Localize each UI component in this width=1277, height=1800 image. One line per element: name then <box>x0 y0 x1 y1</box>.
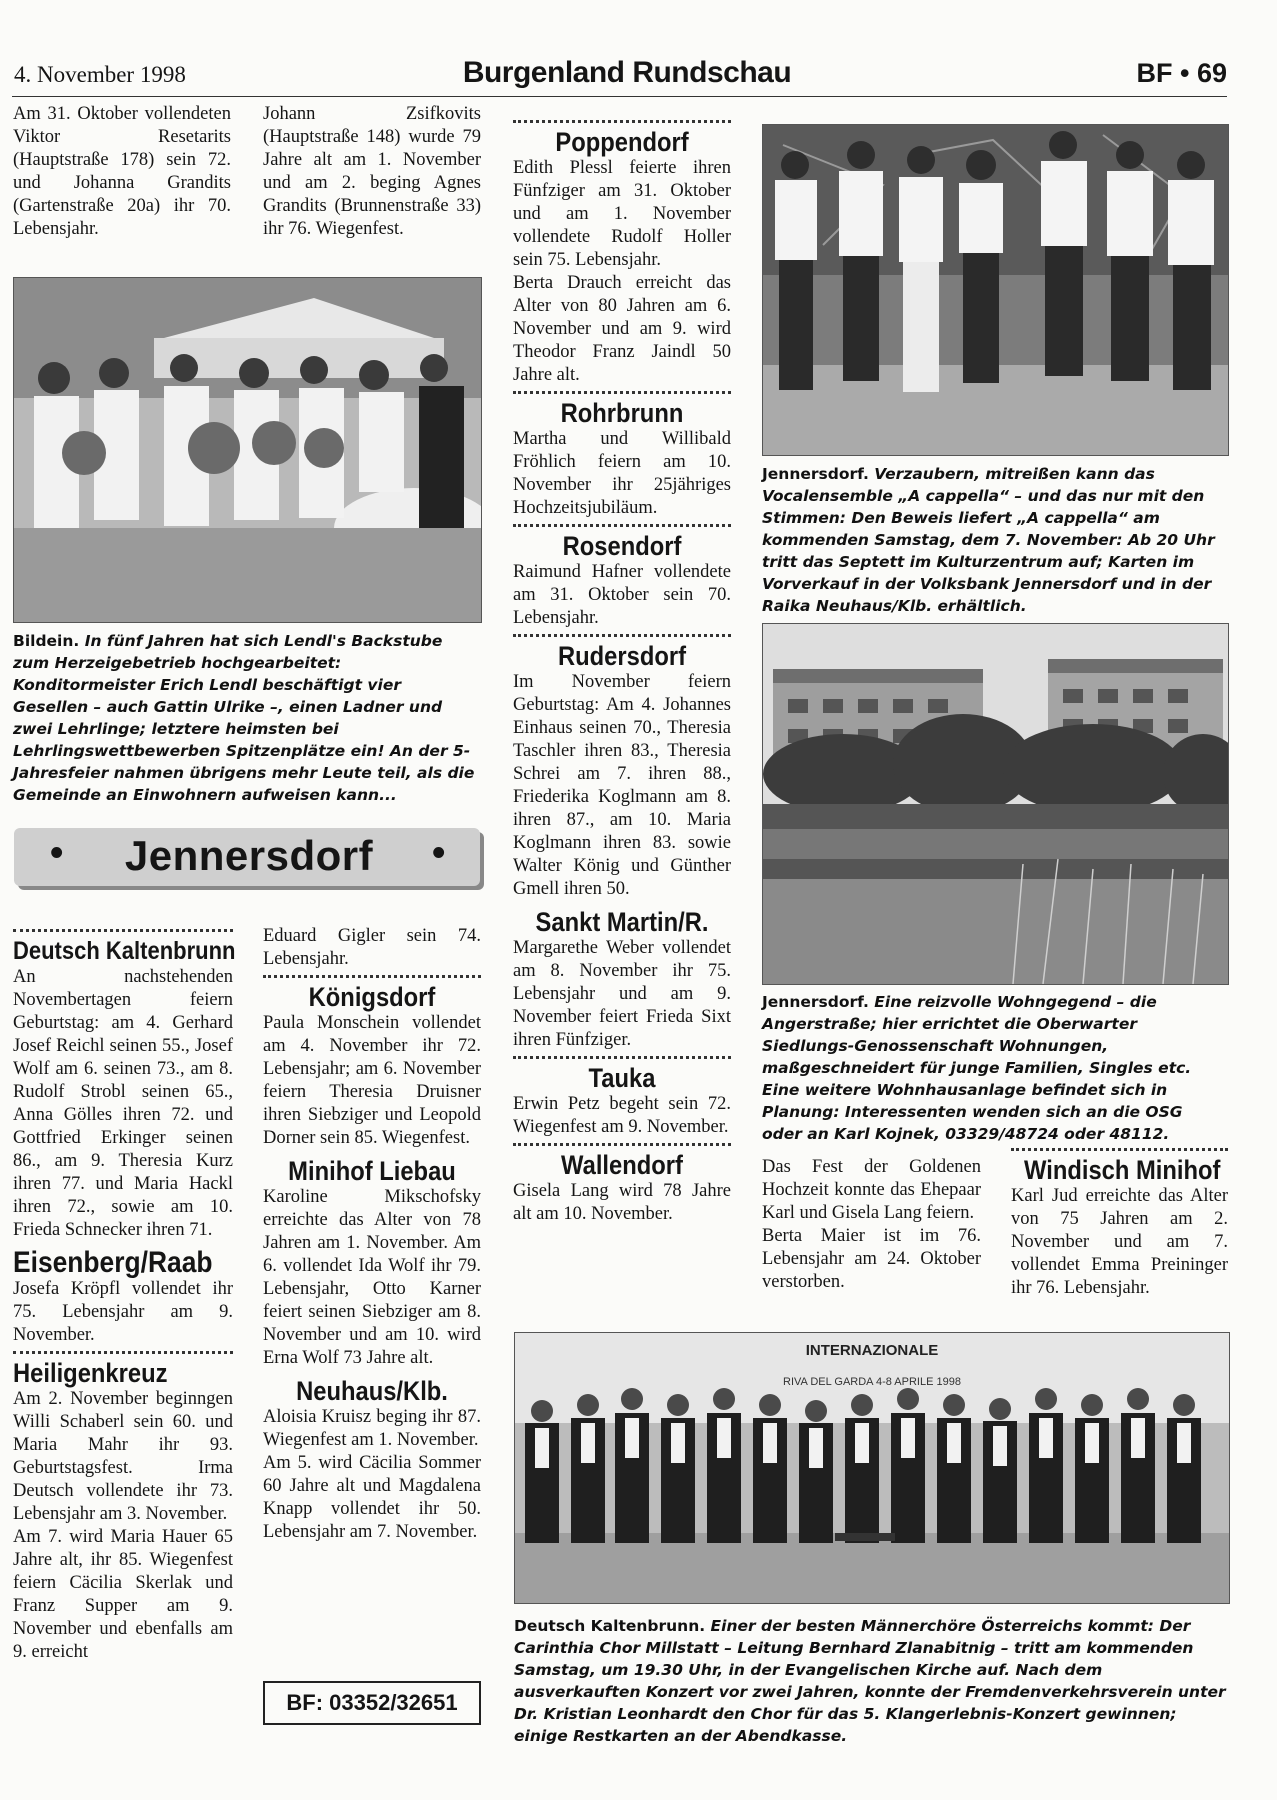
header-rule <box>12 96 1227 97</box>
banner-bullet-right: • <box>432 832 446 874</box>
header-date: 4. November 1998 <box>14 62 186 87</box>
paragraph: Raimund Hafner vollendete am 31. Oktober sein 70. Lebensjahr. <box>513 562 731 628</box>
paragraph: Das Fest der Goldenen Hochzeit konnte das Ehepaar Karl und Gisela Lang feiern. <box>762 1157 981 1223</box>
header-title: Burgenland Rundschau <box>462 56 792 89</box>
divider <box>13 1351 233 1354</box>
paragraph: Margarethe Weber vollendet am 8. November ihr 75. Lebensjahr und am 9. November feiert Frieda Sixt ihren Fünfziger. <box>513 938 731 1050</box>
paragraph: Aloisia Kruisz beging ihr 87. Wiegenfest am 1. November. <box>263 1407 481 1450</box>
section-heading: Windisch Minihof <box>1024 1155 1221 1185</box>
section-heading: Minihof Liebau <box>288 1156 456 1186</box>
paragraph: Martha und Willibald Fröhlich feiern am 10. November ihr 25jähriges Hochzeitsjubiläum. <box>513 429 731 518</box>
col1-bottom <box>13 925 236 1664</box>
photo-acappella-caption <box>762 463 1227 617</box>
photo-bakery-caption <box>13 630 481 806</box>
paragraph: An nachstehenden Novembertagen feiern Geburtstag: am 4. Gerhard Josef Reichl seinen 55., Josef Wolf am 6. seinen 73., am 8. Rudolf Strobl seinen 65., Anna Gölles ihren 72. und Gottfried Erkinger seinen 86., am 9. Theresia Kurz ihren 77. und Maria Hackl ihren 72., sowie am 10. Frieda Schnecker ihren 71. <box>13 967 233 1240</box>
photo-acappella-ensemble <box>762 124 1229 456</box>
section-heading: Königsdorf <box>308 982 436 1012</box>
caption-lead: Bildein. <box>13 632 80 650</box>
divider <box>513 524 731 527</box>
photo-bakery-celebration <box>13 277 482 623</box>
header-page-number: BF • 69 <box>1136 58 1227 88</box>
caption-lead: Jennersdorf. <box>762 465 869 483</box>
section-heading: Eisenberg/Raab <box>13 1246 213 1279</box>
paragraph: Berta Drauch erreicht das Alter von 80 Jahren am 6. November und am 9. wird Theodor Franz Jaindl 50 Jahre alt. <box>513 273 731 385</box>
photo-housing-angerstrasse <box>762 623 1229 985</box>
paragraph: Paula Monschein vollendet am 4. November ihr 72. Lebensjahr; am 6. November feiern Theresia Druisner ihren Siebziger und Leopold Dorner sein 85. Wiegenfest. <box>263 1013 481 1148</box>
caption-text: Verzaubern, mitreißen kann das Vocalensemble „A cappella“ – und das nur mit den Stimmen: Den Beweis liefert „A cappella“ am kommenden Samstag, dem 7. November: Ab 20 Uhr tritt das Septett im Kulturzentrum auf; Karten im Vorverkauf in der Volksbank Jennersdorf und in der Raika Neuhaus/Klb. erhältlich. <box>762 465 1215 615</box>
divider <box>13 929 233 932</box>
section-heading: Rudersdorf <box>557 641 687 671</box>
col4b <box>1011 1148 1228 1300</box>
paragraph: Berta Maier ist im 76. Lebensjahr am 24. Oktober verstorben. <box>762 1226 981 1292</box>
paragraph: Gisela Lang wird 78 Jahre alt am 10. November. <box>513 1181 731 1224</box>
section-heading: Tauka <box>588 1063 656 1093</box>
banner-label: Jennersdorf <box>124 832 374 879</box>
col1-top-text <box>13 103 231 241</box>
photo-mens-choir-image <box>515 1333 1229 1603</box>
paragraph: Am 7. wird Maria Hauer 65 Jahre alt, ihr 85. Wiegenfest feiern Cäcilia Skerlak und Franz Supper am 9. November und ebenfalls am 9. erreicht <box>13 1527 233 1662</box>
divider <box>513 120 731 123</box>
divider <box>513 634 731 637</box>
paragraph: Am 31. Oktober vollendeten Viktor Resetarits (Hauptstraße 178) sein 72. und Johanna Grandits (Gartenstraße 20a) ihr 70. Lebensjahr. <box>13 104 231 239</box>
paragraph: Am 5. wird Cäcilia Sommer 60 Jahre alt und Magdalena Knapp vollendet ihr 50. Lebensjahr am 7. November. <box>263 1453 481 1542</box>
contact-box: BF: 03352/32651 <box>263 1681 481 1725</box>
choir-banner-title: INTERNAZIONALE <box>805 1342 939 1359</box>
photo-bakery-image <box>14 278 481 622</box>
photo-mens-choir-caption <box>514 1615 1227 1747</box>
caption-lead: Deutsch Kaltenbrunn. <box>514 1617 706 1635</box>
divider <box>1011 1148 1228 1151</box>
paragraph: Karoline Mikschofsky erreichte das Alter von 78 Jahren am 1. November. Am 6. vollendet Ida Wolf ihr 79. Lebensjahr, Otto Karner feiert seinen Siebziger am 8. November und am 10. wird Erna Wolf 73 Jahre alt. <box>263 1187 481 1368</box>
caption-lead: Jennersdorf. <box>762 993 869 1011</box>
col2-bottom <box>263 925 481 1544</box>
section-heading: Wallendorf <box>561 1150 683 1180</box>
divider <box>513 1056 731 1059</box>
section-heading: Poppendorf <box>555 127 689 157</box>
paragraph: Johann Zsifkovits (Hauptstraße 148) wurde 79 Jahre alt am 1. November und am 2. beging Agnes Grandits (Brunnenstraße 33) ihr 76. Wiegenfest. <box>263 104 481 239</box>
caption-text: Einer der besten Männerchöre Österreichs kommt: Der Carinthia Chor Millstatt – Leitung Bernhard Zlanabitnig – tritt am kommenden Samstag, um 19.30 Uhr, in der Evangelischen Kirche auf. Nach dem ausverkauften Konzert vor zwei Jahren, konnte der Fremdenverkehrsverein unter Dr. Kristian Leonhardt den Chor für das 5. Klangerlebnis-Konzert gewinnen; einige Restkarten an der Abendkasse. <box>514 1617 1226 1745</box>
paragraph: Im November feiern Geburtstag: Am 4. Johannes Einhaus seinen 70., Theresia Taschler ihren 83., Theresia Schrei am 7. ihren 88., Friederika Koglmann am 8. ihren 87., am 10. Maria Koglmann ihren 83. sowie Walter König und Günther Gmell ihren 50. <box>513 672 731 899</box>
section-banner-jennersdorf <box>14 828 480 886</box>
col3 <box>513 120 731 1226</box>
paragraph: Erwin Petz begeht sein 72. Wiegenfest am 9. November. <box>513 1094 731 1137</box>
divider <box>513 391 731 394</box>
section-heading: Rosendorf <box>562 531 682 561</box>
banner-bullet-left: • <box>50 832 64 874</box>
page-header <box>12 56 1227 94</box>
paragraph: Josefa Kröpfl vollendet ihr 75. Lebensjahr am 9. November. <box>13 1279 233 1345</box>
caption-text: In fünf Jahren hat sich Lendl's Backstube zum Herzeigebetrieb hochgearbeitet: Konditormeister Erich Lendl beschäftigt vier Gesellen – auch Gattin Ulrike –, einen Ladner und zwei Lehrlinge; letztere heimsten bei Lehrlingswettbewerben Spitzenplätze ein! An der 5-Jahresfeier nahmen übrigens mehr Leute teil, als die Gemeinde an Einwohnern aufweisen kann... <box>13 632 475 804</box>
paragraph: Eduard Gigler sein 74. Lebensjahr. <box>263 926 481 969</box>
section-heading: Deutsch Kaltenbrunn <box>13 937 236 965</box>
col4a <box>762 1156 981 1294</box>
section-heading: Sankt Martin/R. <box>535 907 709 937</box>
col2-top-text <box>263 103 481 241</box>
paragraph: Am 2. November beginngen Willi Schaberl sein 60. und Maria Mahr ihr 93. Geburtstagsfest. Irma Deutsch vollendete ihr 73. Lebensjahr am 3. November. <box>13 1389 233 1524</box>
choir-banner-sub: RIVA DEL GARDA 4-8 APRILE 1998 <box>783 1376 961 1388</box>
photo-housing-image <box>763 624 1228 984</box>
section-heading: Rohrbrunn <box>560 398 684 428</box>
divider <box>513 1143 731 1146</box>
section-heading: Neuhaus/Klb. <box>296 1376 448 1406</box>
photo-housing-caption <box>762 991 1227 1145</box>
photo-mens-choir <box>514 1332 1230 1604</box>
photo-acappella-image <box>763 125 1228 455</box>
caption-text: Eine reizvolle Wohngegend – die Angerstraße; hier errichtet die Oberwarter Siedlungs-Genossenschaft Wohnungen, maßgeschneidert für junge Familien, Singles etc. Eine weitere Wohnhausanlage befindet sich in Planung: Interessenten wenden sich an die OSG oder an Karl Kojnek, 03329/48724 oder 48112. <box>762 993 1192 1143</box>
section-heading: Heiligenkreuz <box>13 1358 168 1388</box>
paragraph: Karl Jud erreichte das Alter von 75 Jahren am 2. November und am 7. vollendet Emma Preininger ihr 76. Lebensjahr. <box>1011 1186 1228 1298</box>
paragraph: Edith Plessl feierte ihren Fünfziger am 31. Oktober und am 1. November vollendete Rudolf Holler sein 75. Lebensjahr. <box>513 158 731 270</box>
divider <box>263 975 481 978</box>
